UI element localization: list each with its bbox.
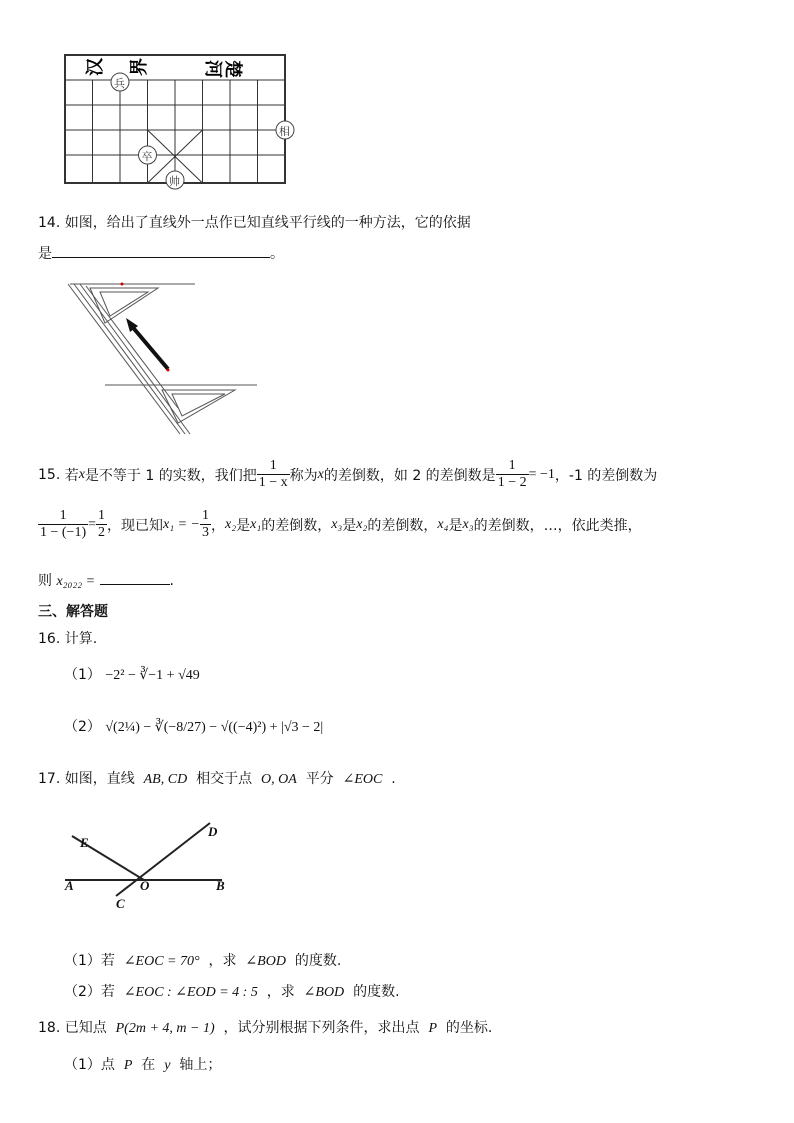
q14-answer-blank[interactable] [52,257,270,258]
q15-t4: 的差倒数，如 2 的差倒数是 [323,467,496,484]
q18-point: P(2m + 4, m − 1) [115,1021,215,1036]
q16-part1 [64,664,200,684]
q15-t10: 的差倒数， [261,517,332,534]
q16-p1-label: （1） [64,667,101,683]
q15-line2 [38,508,642,541]
q17-t2: 相交于点 [196,771,253,787]
piece-shuai [166,171,184,189]
q14-number: 14. [38,215,61,231]
q15-x3: x₃ [331,516,343,532]
q18-t1: 已知点 [64,1020,107,1036]
q14-line1 [38,212,471,232]
piece-zu [139,146,157,164]
q15-x4: x₄ [437,516,449,532]
q15-t16: . [169,573,174,589]
piece-xiang [276,121,294,139]
q15-var-x: x [78,466,85,482]
q14-line2 [38,243,284,263]
svg-text:相: 相 [279,125,290,138]
q17-p2-cond: ∠EOC : ∠EOD = 4 : 5 [123,985,258,1000]
q15-t3: 称为 [289,467,318,484]
q17-p2-target: ∠BOD [303,985,345,1000]
q15-t8: ， [211,517,226,534]
q18-line [38,1017,492,1037]
q16-text: 计算. [64,631,98,647]
svg-text:卒: 卒 [141,150,153,163]
q15-frac5: $\frac{1}{3}$ [202,508,210,540]
q17-p2-end: 的度数. [353,984,400,1000]
q18-p1-label: （1）点 [64,1057,115,1073]
q15-t5: = −1 [528,466,555,482]
q18-number: 18. [38,1020,61,1036]
q15-frac1: $\frac{1}{1 - x}$ [258,458,288,490]
q15-x2b: x₂ [356,516,368,532]
label-D: D [208,824,218,839]
q15-t2: 是不等于 1 的实数，我们把 [84,467,257,484]
q17-p1-mid: ，求 [208,953,237,969]
q18-p1-axis: y [164,1058,171,1073]
q16-p2-label: （2） [64,719,101,735]
q17-angle: ∠EOC [342,772,383,787]
q17-p1-end: 的度数. [294,953,342,969]
q16-number: 16. [38,631,61,647]
label-O: O [140,878,150,893]
river-char-3: 河 [202,60,223,78]
q17-t3: 平分 [305,771,334,787]
q15-t11: 是 [342,517,357,534]
q17-t4: . [391,771,396,787]
q15-x2: x₂ [225,516,237,532]
q15-t14: 的差倒数，…，依此类推， [473,517,642,534]
label-A: A [65,878,74,893]
q15-number: 15. [38,466,61,483]
q15-t6: ，-1 的差倒数为 [554,467,658,484]
section-title: 三、解答题 [38,604,108,620]
q17-part2 [64,981,400,1001]
q17-t1: 如图，直线 [64,771,135,787]
q15-frac4: $\frac{1}{2}$ [98,508,106,540]
q16-p1-expr: −2² − ∛−1 + √49 [105,668,200,683]
q17-number: 17. [38,771,61,787]
q15-frac2: $\frac{1}{1 - 2}$ [497,458,527,490]
q18-p1-end: 轴上； [179,1057,222,1073]
q16-p2-expr: √(2¼) − ∛(−8/27) − √((−4)²) + |√3 − 2| [105,720,324,735]
label-B: B [216,878,225,893]
q14-text: 如图，给出了直线外一点作已知直线平行线的一种方法，它的依据 [64,215,471,231]
q17-p1-label: （1）若 [64,953,115,969]
river-char-2: 界 [129,58,150,76]
q18-p1-mid: 在 [141,1057,156,1073]
q18-P: P [428,1021,437,1036]
q15-answer-blank[interactable] [100,584,170,585]
q15-x3b: x₃ [462,516,474,532]
svg-text:帅: 帅 [169,175,180,188]
q17-p1-cond: ∠EOC = 70° [123,954,200,969]
q17-line [38,768,396,788]
q18-t3: 的坐标. [445,1020,493,1036]
q17-figure [60,818,240,913]
q17-part1 [64,950,341,970]
q15-t13: 是 [448,517,463,534]
river-char-4: 楚 [222,60,243,78]
q18-p1-P: P [123,1058,133,1073]
q17-pts: O, OA [261,772,297,787]
q15-frac3: $\frac{1}{1 - (-1)}$ [40,508,87,540]
set-square-figure [60,278,265,440]
q15-line3 [38,570,174,590]
q15-t7: ，现已知 [107,517,164,534]
q14-prefix: 是 [38,246,52,262]
q18-part1 [64,1054,221,1074]
q15-line1 [38,458,657,491]
q16-line [38,628,97,648]
piece-bing [111,73,129,91]
q15-t12: 的差倒数， [367,517,438,534]
q14-suffix: 。 [270,246,284,262]
q15-eq: = [88,516,97,532]
label-E: E [80,835,89,850]
q18-t2: ，试分别根据下列条件，求出点 [223,1020,420,1036]
chess-board-figure [55,50,300,190]
river-char-1: 汉 [85,58,106,76]
svg-text:兵: 兵 [114,77,125,90]
q17-p2-mid: ，求 [266,984,295,1000]
q17-p1-target: ∠BOD [245,954,286,969]
q15-var-x2: x [317,466,324,482]
q16-part2 [64,716,323,736]
q15-t1: 若 [64,467,79,484]
q15-x1b: x₁ [250,516,262,532]
q17-lines: AB, CD [143,772,188,787]
q17-p2-label: （2）若 [64,984,115,1000]
q15-t15: 则 [38,573,52,589]
q15-x2022: x₂₀₂₂ = [56,574,96,589]
q15-t9: 是 [236,517,251,534]
label-C: C [116,896,125,911]
q15-x1: x₁ = − [163,516,201,532]
